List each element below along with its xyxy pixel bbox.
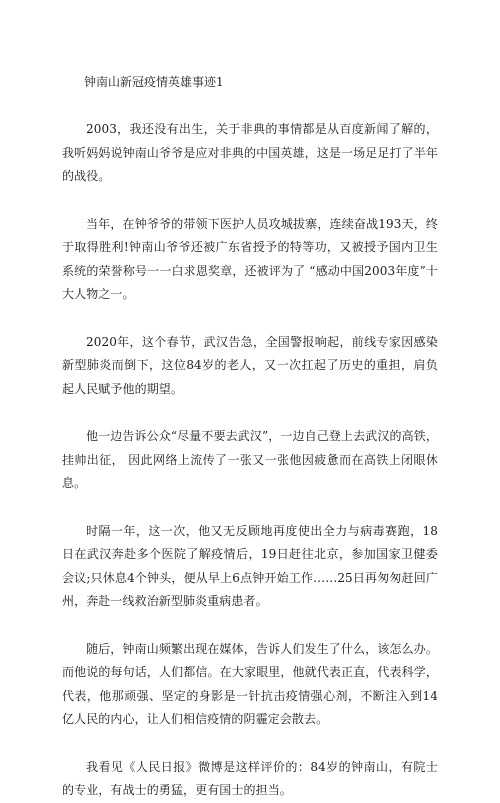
paragraph-3: 2020年，这个春节，武汉告急，全国警报响起，前线专家因感染新型肺炎而倒下，这位84岁的老人，又一次扛起了历史的重担，肩负起人民赋予他的期望。 <box>62 334 438 396</box>
document-title: 钟南山新冠疫情英雄事迹1 <box>84 75 224 89</box>
paragraph-7: 我看见《人民日报》微博是这样评价的：84岁的钟南山，有院士的专业，有战士的勇猛，更有国士的担当。 <box>62 759 438 797</box>
paragraph-4: 他一边告诉公众“尽量不要去武汉”，一边自己登上去武汉的高铁，挂帅出征， 因此网络上流传了一张又一张他因疲惫而在高铁上闭眼休息。 <box>62 429 438 490</box>
paragraph-6: 随后，钟南山频繁出现在媒体，告诉人们发生了什么，该怎么办。而他说的每句话，人们都信。在大家眼里，他就代表正直，代表科学，代表，他那顽强、坚定的身影是一针抗击疫情强心剂，不断注入到14亿人民的内心，让人们相信疫情的阴霾定会散去。 <box>62 641 438 726</box>
paragraph-2: 当年，在钟爷爷的带领下医护人员攻城拔寨，连续奋战193天，终于取得胜利!钟南山爷爷还被广东省授予的特等功，又被授予国内卫生系统的荣誉称号一一白求恩奖章，还被评为了 “感动中国2003年度”十大人物之一。 <box>62 216 438 301</box>
paragraph-5: 时隔一年，这一次，他又无反顾地再度使出全力与病毒赛跑，18日在武汉奔赴多个医院了解疫情后，19日赶往北京，参加国家卫健委会议;只休息4个钟头，便从早上6点钟开始工作……25日再匆匆赶回广州，奔赴一线救治新型肺炎重病患者。 <box>62 523 438 608</box>
paragraph-1: 2003，我还没有出生，关于非典的事情都是从百度新闻了解的，我听妈妈说钟南山爷爷是应对非典的中国英雄，这是一场足足打了半年的战役。 <box>62 122 438 183</box>
